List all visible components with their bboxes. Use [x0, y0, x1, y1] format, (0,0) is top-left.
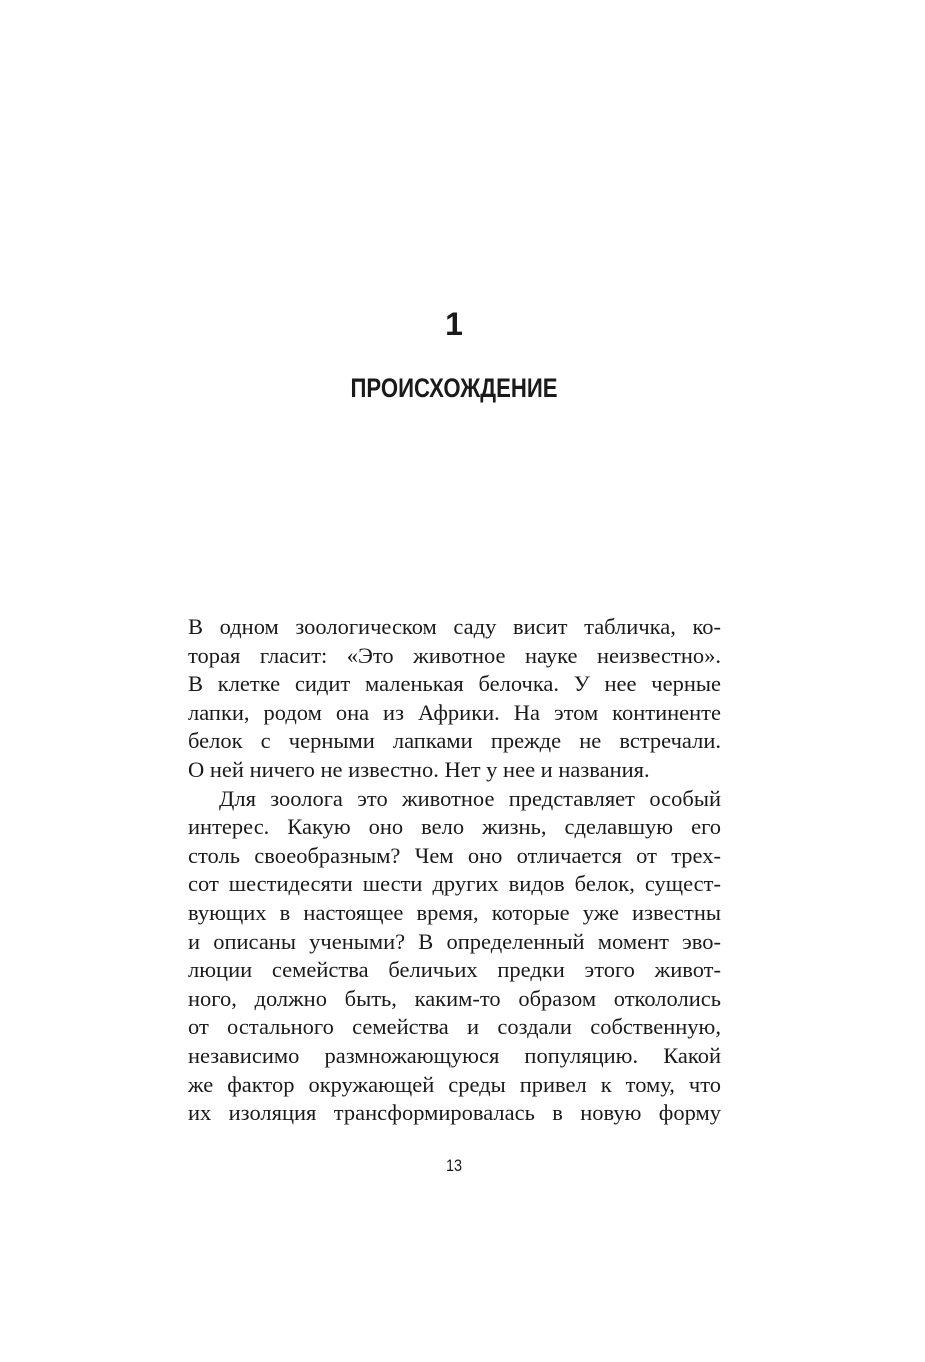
text-line: интерес. Какую оно вело жизнь, сделавшую его [188, 814, 721, 840]
paragraph-2 [188, 785, 721, 1128]
text-line: столь своеобразным? Чем оно отличается от трех- [188, 842, 721, 868]
text-line: вующих в настоящее время, которые уже известны [188, 899, 721, 925]
chapter-number: 1 [445, 306, 463, 342]
page-number: 13 [445, 1156, 463, 1175]
text-line: их изоляция трансформировалась в новую форму [188, 1100, 721, 1126]
text-line: же фактор окружающей среды привел к тому, что [188, 1071, 721, 1097]
text-line: люции семейства беличьих предки этого живот- [188, 957, 721, 983]
text-line: от остального семейства и создали собственную, [188, 1014, 721, 1040]
text-line: лапки, родом она из Африки. На этом континенте [188, 699, 721, 725]
text-line: В одном зоологическом саду висит табличка, ко- [188, 614, 721, 639]
chapter-title: ПРОИСХОЖДЕНИЕ [350, 373, 558, 403]
text-line: белок с черными лапками прежде не встречали. [188, 728, 721, 754]
text-line: В клетке сидит маленькая белочка. У нее черные [188, 671, 721, 697]
body-text [188, 613, 721, 1128]
text-line: торая гласит: «Это животное науке неизвестно». [188, 642, 721, 668]
text-line: независимо размножающуюся популяцию. Какой [188, 1042, 721, 1068]
text-line: О ней ничего не известно. Нет у нее и названия. [188, 756, 650, 782]
text-line: Для зоолога это животное представляет особый [219, 785, 721, 811]
paragraph-1 [188, 613, 721, 785]
text-line: сот шестидесяти шести других видов белок, сущест- [188, 871, 721, 897]
text-line: и описаны учеными? В определенный момент эво- [188, 928, 721, 954]
text-line: ного, должно быть, каким-то образом откололись [188, 985, 721, 1011]
